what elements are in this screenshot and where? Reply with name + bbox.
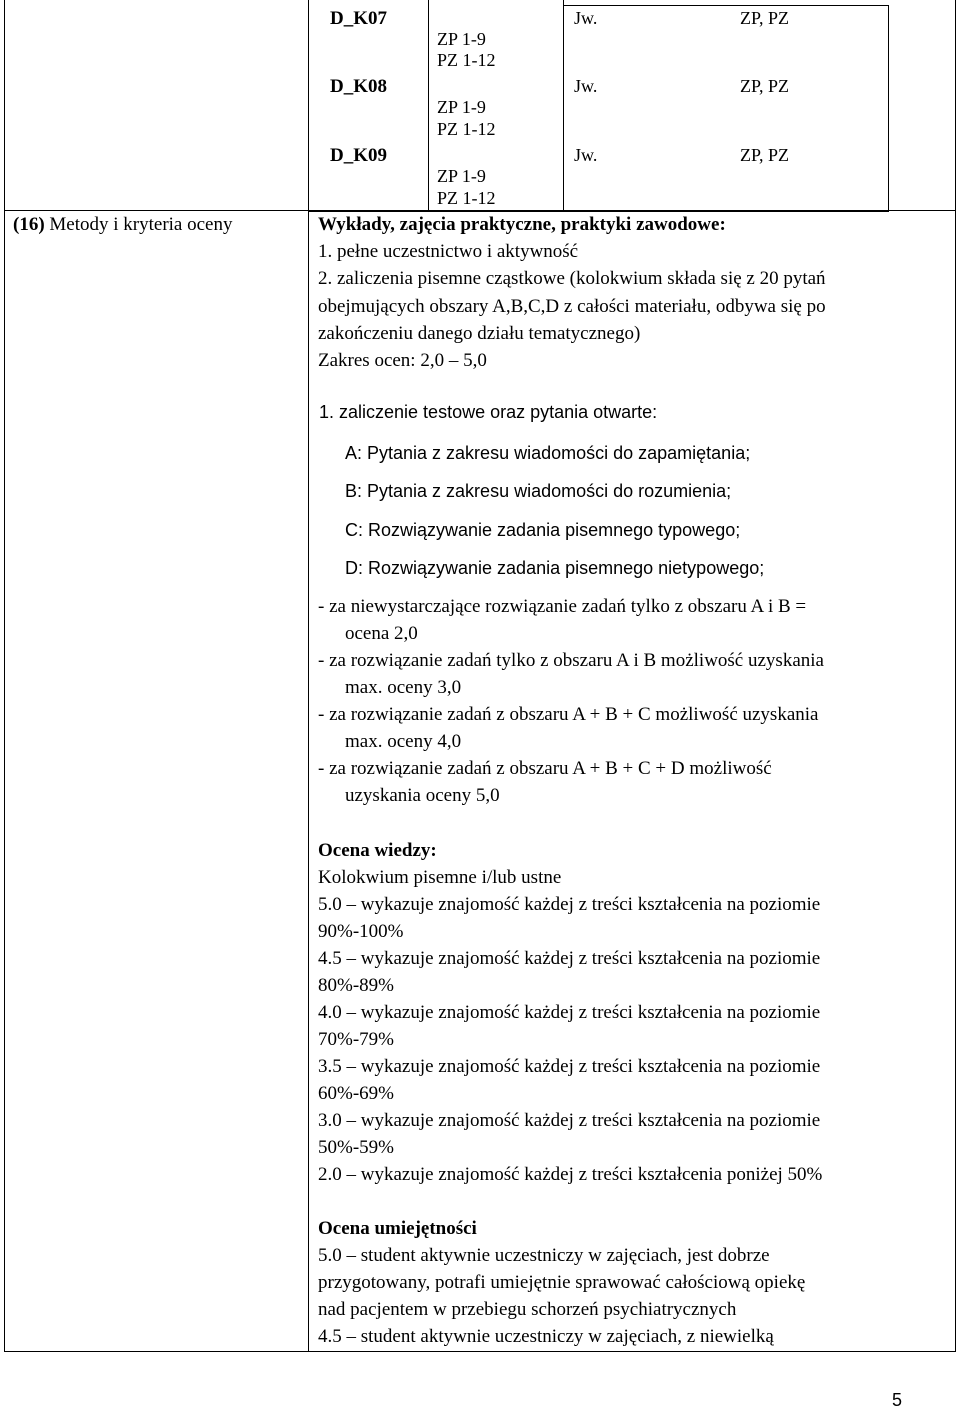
row-code: D_K07 bbox=[330, 8, 387, 29]
knowledge-line: 80%-89% bbox=[318, 975, 394, 996]
inner-table-right bbox=[888, 5, 889, 212]
row-pz: PZ 1-12 bbox=[437, 119, 496, 139]
row-code: D_K08 bbox=[330, 76, 387, 97]
outer-border-right bbox=[955, 0, 956, 1352]
test-intro: 1. zaliczenie testowe oraz pytania otwarte: bbox=[319, 402, 658, 422]
criteria-line: - za rozwiązanie zadań z obszaru A + B + C możliwość uzyskania bbox=[318, 704, 819, 725]
knowledge-line: 3.5 – wykazuje znajomość każdej z treści kształcenia na poziomie bbox=[318, 1056, 821, 1077]
page-number: 5 bbox=[892, 1390, 903, 1410]
row-form: ZP, PZ bbox=[740, 145, 790, 165]
section-label bbox=[13, 214, 233, 236]
knowledge-line: 4.0 – wykazuje znajomość każdej z treści kształcenia na poziomie bbox=[318, 1002, 821, 1023]
knowledge-line: 2.0 – wykazuje znajomość każdej z treści kształcenia poniżej 50% bbox=[318, 1164, 823, 1185]
row-effect: Jw. bbox=[574, 76, 598, 96]
knowledge-line: 90%-100% bbox=[318, 921, 404, 942]
row-zp: ZP 1-9 bbox=[437, 166, 486, 186]
criteria-line: - za rozwiązanie zadań z obszaru A + B + C + D możliwość bbox=[318, 758, 772, 779]
row-form: ZP, PZ bbox=[740, 8, 790, 28]
row-pz: PZ 1-12 bbox=[437, 188, 496, 208]
inner-table-bottom bbox=[308, 210, 889, 212]
intro-line: obejmujących obszary A,B,C,D z całości materiału, odbywa się po bbox=[318, 296, 826, 317]
row-form: ZP, PZ bbox=[740, 76, 790, 96]
knowledge-line: 70%-79% bbox=[318, 1029, 394, 1050]
criteria-line: uzyskania oceny 5,0 bbox=[345, 785, 500, 806]
area-item: A: Pytania z zakresu wiadomości do zapamiętania; bbox=[345, 443, 751, 463]
row-effect: Jw. bbox=[574, 8, 598, 28]
skills-line: 4.5 – student aktywnie uczestniczy w zajęciach, z niewielką bbox=[318, 1326, 774, 1347]
area-item: C: Rozwiązywanie zadania pisemnego typowego; bbox=[345, 520, 741, 540]
inner-table-top bbox=[563, 5, 889, 6]
row-zp: ZP 1-9 bbox=[437, 97, 486, 117]
section-title: Metody i kryteria oceny bbox=[44, 214, 233, 235]
outer-border-bottom bbox=[4, 1351, 956, 1352]
criteria-line: max. oceny 3,0 bbox=[345, 677, 462, 698]
section-number: (16) bbox=[13, 214, 45, 235]
skills-line: nad pacjentem w przebiegu schorzeń psychiatrycznych bbox=[318, 1299, 737, 1320]
intro-line: 2. zaliczenia pisemne cząstkowe (kolokwium składa się z 20 pytań bbox=[318, 268, 826, 289]
criteria-line: - za rozwiązanie zadań tylko z obszaru A i B możliwość uzyskania bbox=[318, 650, 824, 671]
intro-line: Zakres ocen: 2,0 – 5,0 bbox=[318, 350, 487, 371]
row-zp: ZP 1-9 bbox=[437, 29, 486, 49]
area-item: D: Rozwiązywanie zadania pisemnego nietypowego; bbox=[345, 558, 765, 578]
knowledge-heading: Ocena wiedzy: bbox=[318, 840, 437, 861]
inner-table-divider-1 bbox=[428, 0, 429, 212]
knowledge-line: 5.0 – wykazuje znajomość każdej z treści kształcenia na poziomie bbox=[318, 894, 821, 915]
outer-column-divider bbox=[308, 0, 309, 1352]
intro-line: zakończeniu danego działu tematycznego) bbox=[318, 323, 641, 344]
criteria-line: max. oceny 4,0 bbox=[345, 731, 462, 752]
knowledge-line: 60%-69% bbox=[318, 1083, 394, 1104]
criteria-line: ocena 2,0 bbox=[345, 623, 418, 644]
row-code: D_K09 bbox=[330, 145, 387, 166]
skills-line: przygotowany, potrafi umiejętnie sprawować całościową opiekę bbox=[318, 1272, 806, 1293]
skills-line: 5.0 – student aktywnie uczestniczy w zajęciach, jest dobrze bbox=[318, 1245, 770, 1266]
knowledge-line: 4.5 – wykazuje znajomość każdej z treści kształcenia na poziomie bbox=[318, 948, 821, 969]
criteria-line: - za niewystarczające rozwiązanie zadań tylko z obszaru A i B = bbox=[318, 596, 807, 617]
section-heading: Wykłady, zajęcia praktyczne, praktyki zawodowe: bbox=[318, 214, 726, 235]
knowledge-line: 50%-59% bbox=[318, 1137, 394, 1158]
intro-line: 1. pełne uczestnictwo i aktywność bbox=[318, 241, 579, 262]
row-pz: PZ 1-12 bbox=[437, 50, 496, 70]
outer-border-left bbox=[4, 0, 5, 1352]
skills-heading: Ocena umiejętności bbox=[318, 1218, 477, 1239]
row-effect: Jw. bbox=[574, 145, 598, 165]
area-item: B: Pytania z zakresu wiadomości do rozumienia; bbox=[345, 481, 732, 501]
knowledge-line: 3.0 – wykazuje znajomość każdej z treści kształcenia na poziomie bbox=[318, 1110, 821, 1131]
knowledge-line: Kolokwium pisemne i/lub ustne bbox=[318, 867, 562, 888]
inner-table-divider-2 bbox=[563, 0, 564, 212]
